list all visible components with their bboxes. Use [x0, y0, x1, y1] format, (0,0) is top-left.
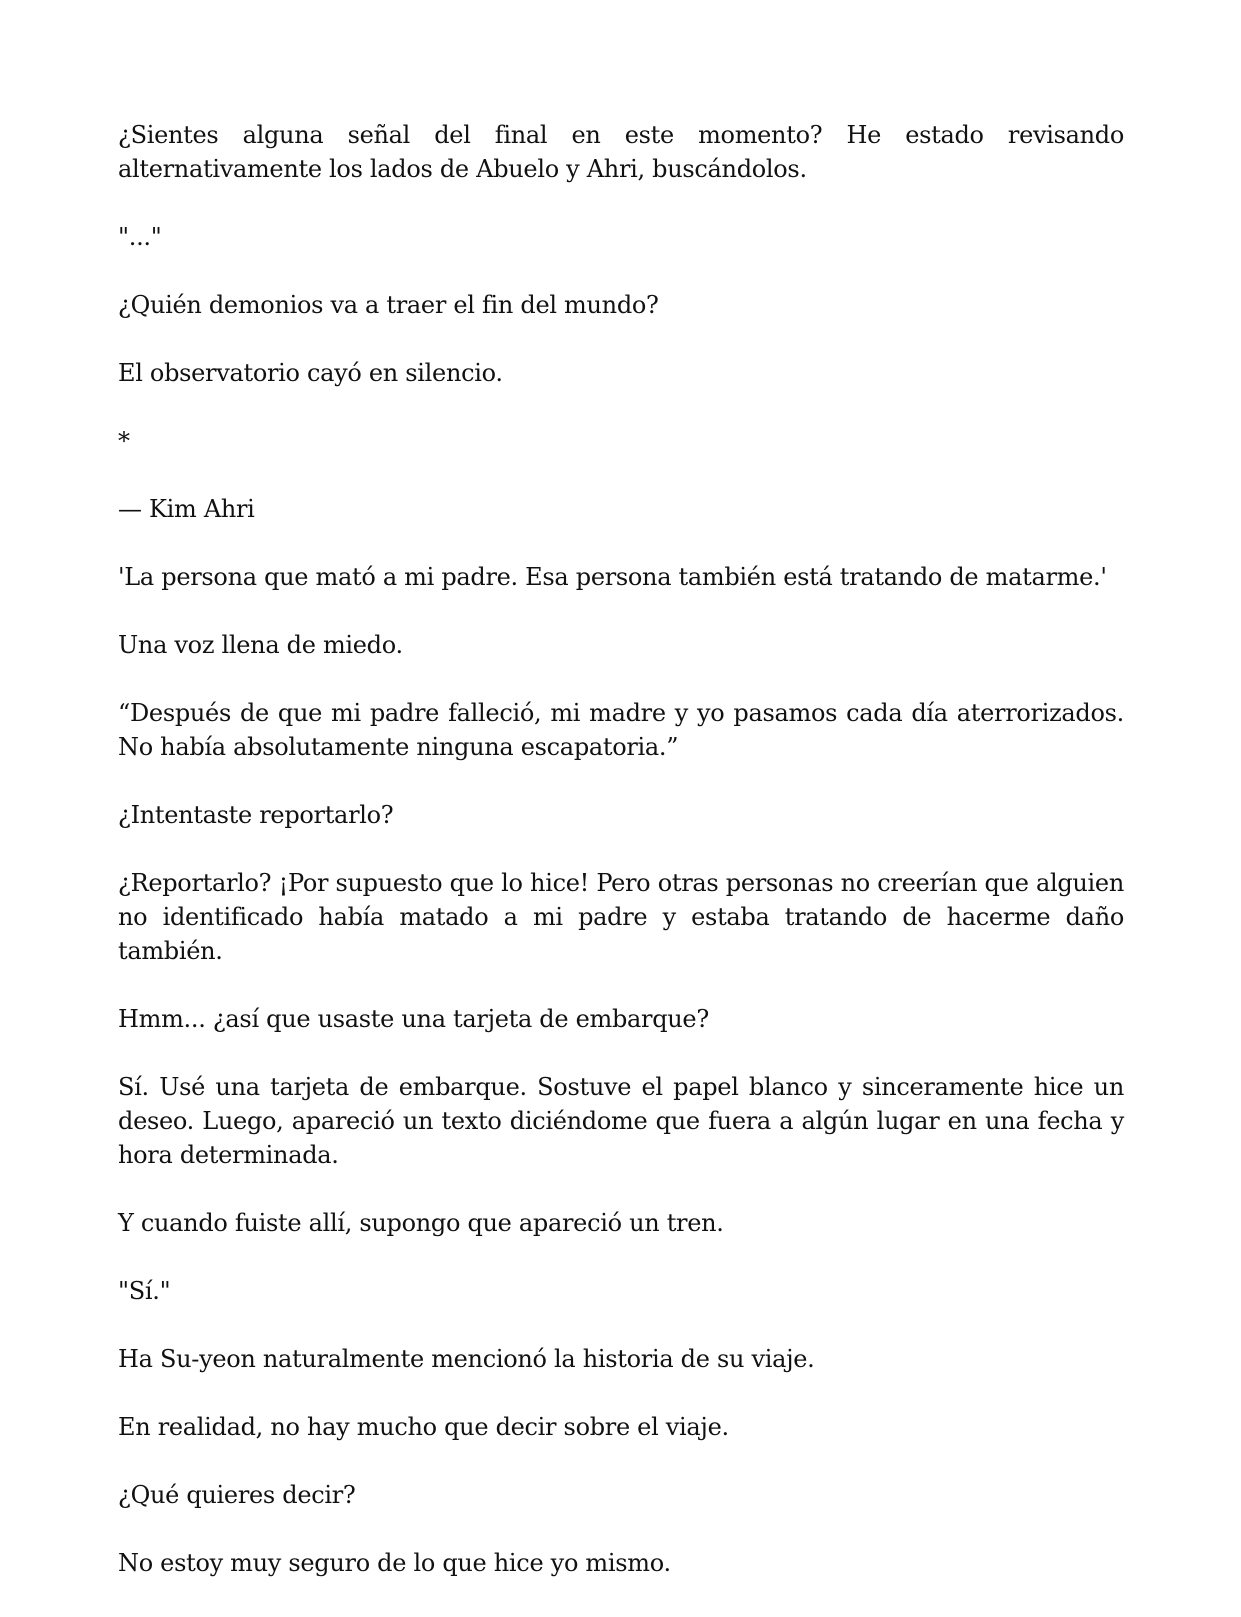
- paragraph: Sí. Usé una tarjeta de embarque. Sostuve el papel blanco y sinceramente hice un deseo. Luego, apareció un texto diciéndome que fuera a algún lugar en una fecha y hora determinada.: [118, 1073, 1124, 1169]
- paragraph: No estoy muy seguro de lo que hice yo mismo.: [118, 1549, 671, 1577]
- paragraph: Y cuando fuiste allí, supongo que apareció un tren.: [118, 1209, 724, 1237]
- paragraph: "Sí.": [118, 1277, 171, 1305]
- paragraph: “Después de que mi padre falleció, mi madre y yo pasamos cada día aterrorizados. No había absolutamente ninguna escapatoria.”: [118, 699, 1124, 761]
- paragraph: 'La persona que mató a mi padre. Esa persona también está tratando de matarme.': [118, 563, 1107, 591]
- paragraph: ¿Qué quieres decir?: [118, 1481, 356, 1509]
- paragraph: "...": [118, 223, 162, 251]
- section-heading: — Kim Ahri: [118, 495, 255, 523]
- document-page: [118, 118, 1124, 1614]
- paragraph: ¿Intentaste reportarlo?: [118, 801, 394, 829]
- paragraph: Hmm... ¿así que usaste una tarjeta de embarque?: [118, 1005, 709, 1033]
- paragraph: El observatorio cayó en silencio.: [118, 359, 503, 387]
- paragraph: ¿Sientes alguna señal del final en este momento? He estado revisando alternativamente los lados de Abuelo y Ahri, buscándolos.: [118, 121, 1124, 183]
- paragraph: Una voz llena de miedo.: [118, 631, 403, 659]
- scene-break: *: [118, 427, 130, 455]
- paragraph: ¿Reportarlo? ¡Por supuesto que lo hice! Pero otras personas no creerían que alguien no identificado había matado a mi padre y estaba tratando de hacerme daño también.: [118, 869, 1124, 965]
- paragraph: Ha Su-yeon naturalmente mencionó la historia de su viaje.: [118, 1345, 815, 1373]
- paragraph: ¿Quién demonios va a traer el fin del mundo?: [118, 291, 659, 319]
- paragraph: En realidad, no hay mucho que decir sobre el viaje.: [118, 1413, 729, 1441]
